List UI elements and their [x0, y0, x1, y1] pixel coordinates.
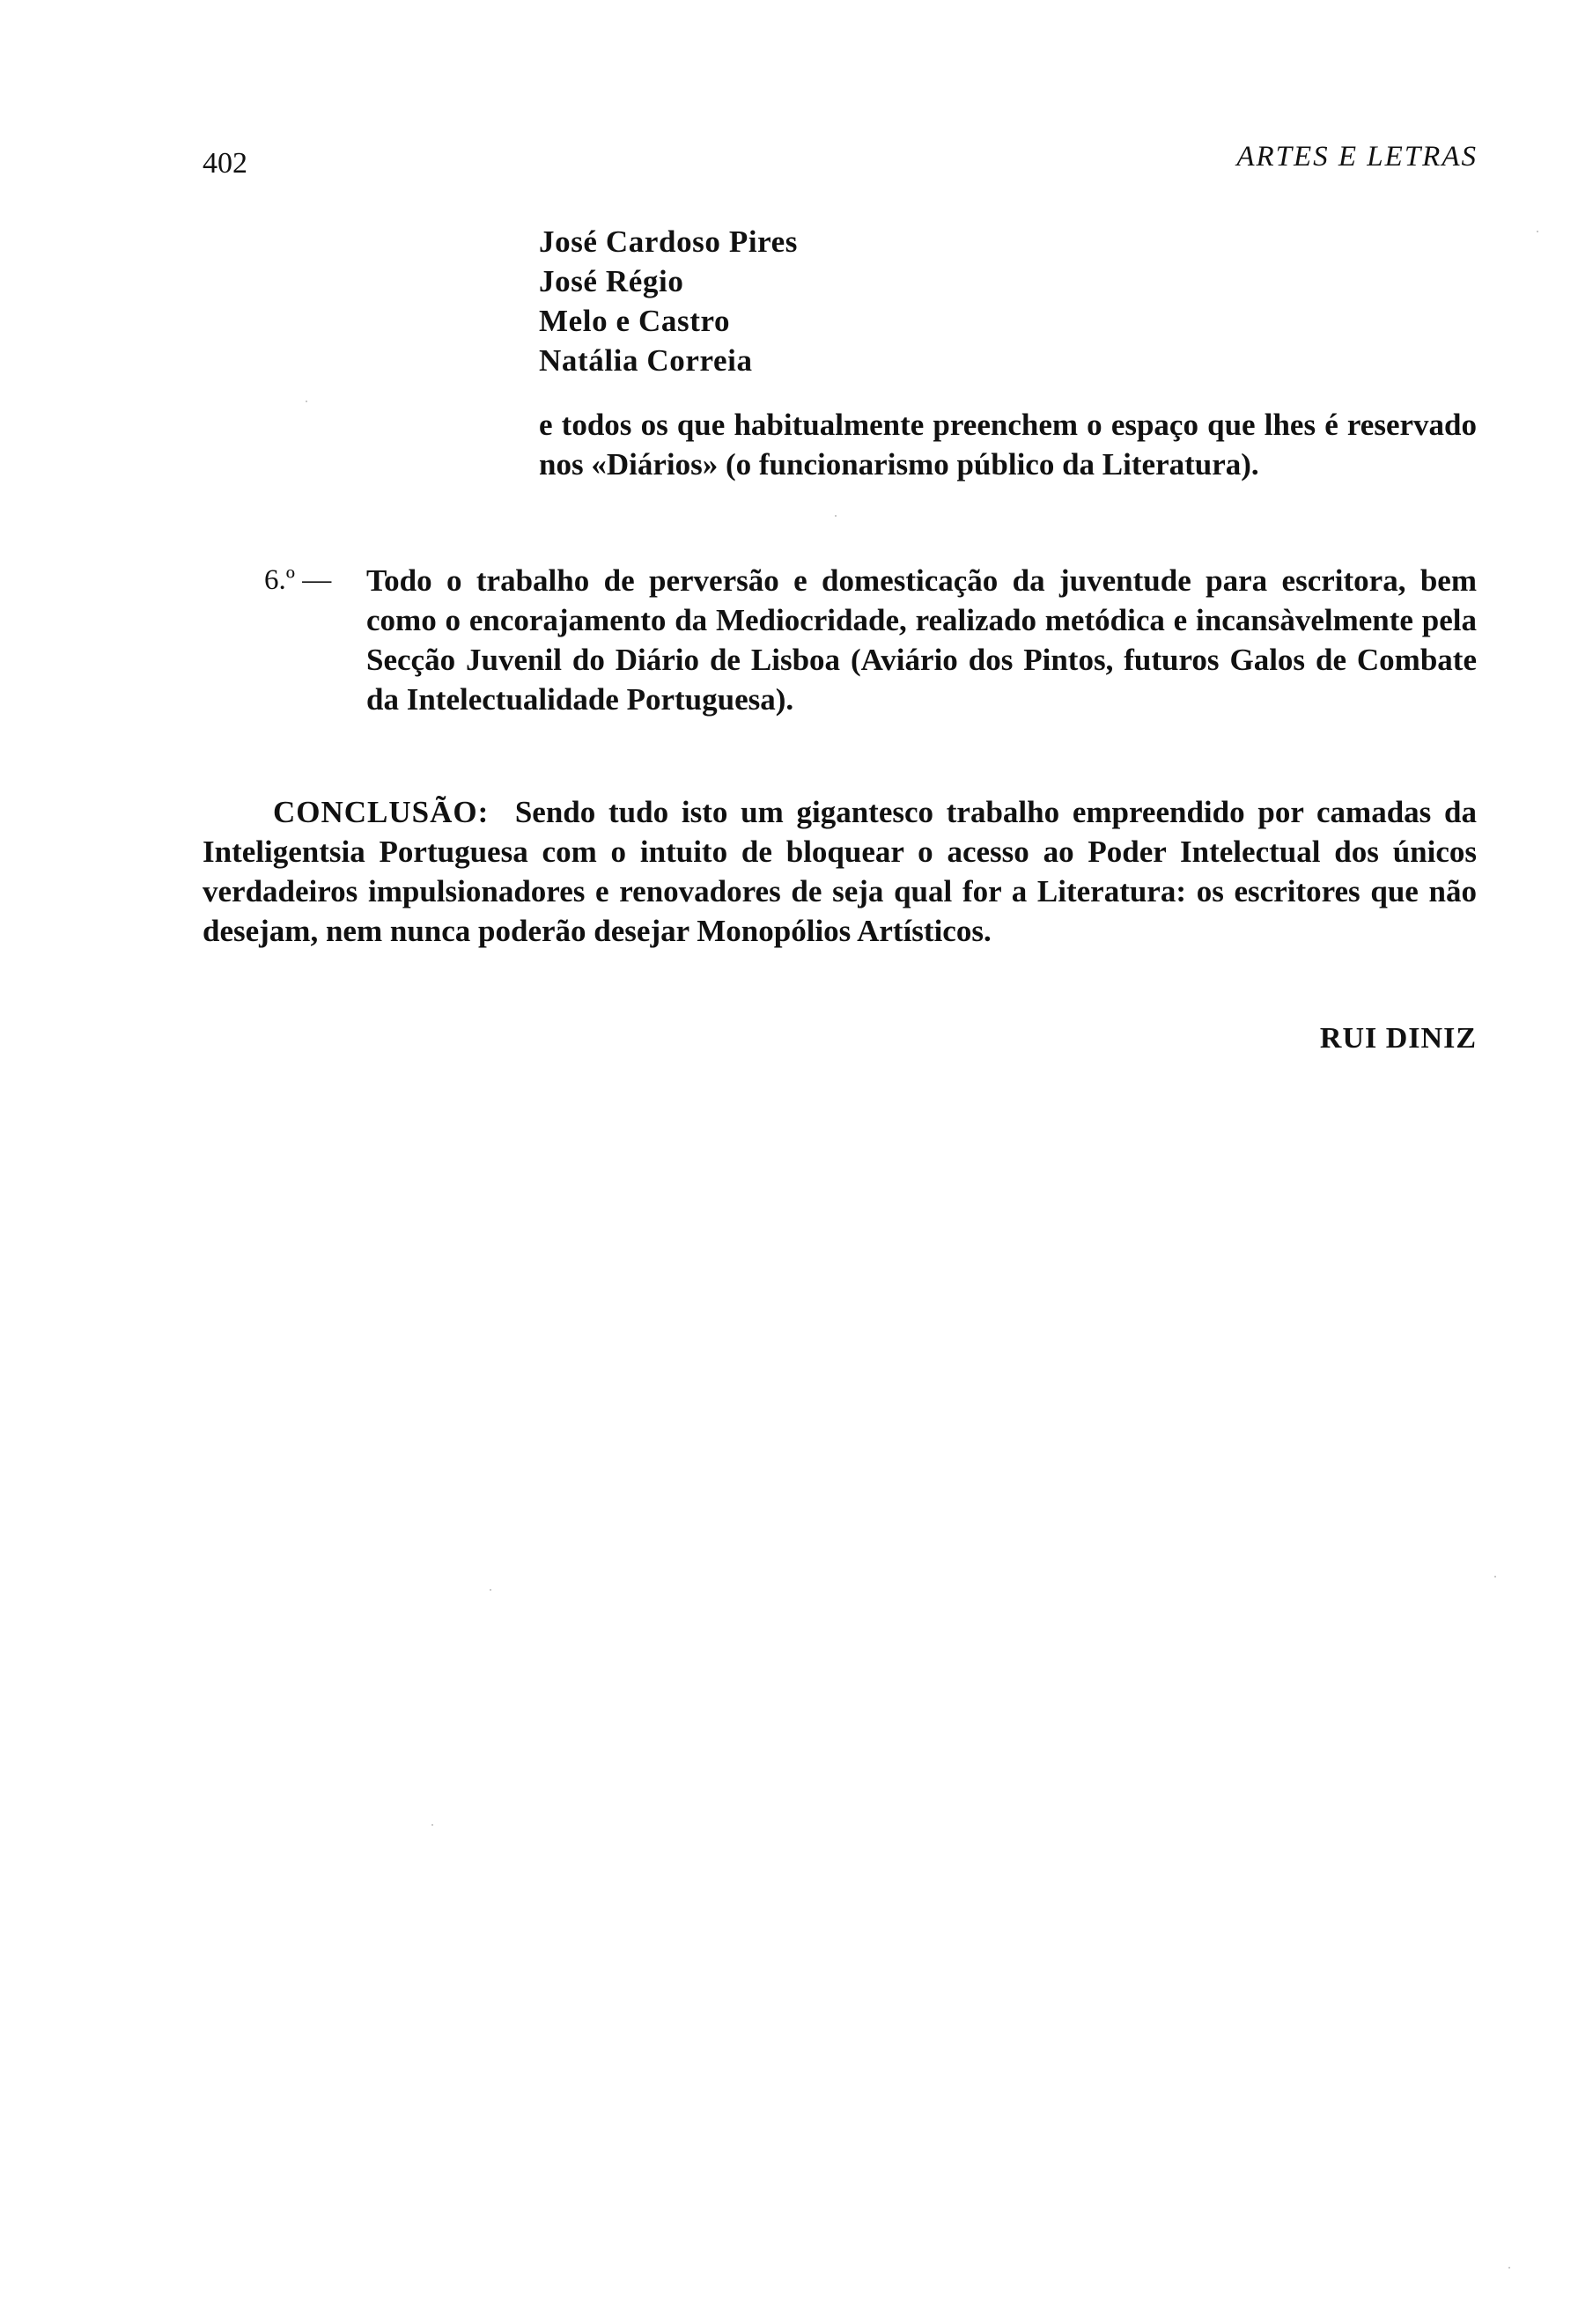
scan-speck — [1494, 1576, 1496, 1578]
item-six — [264, 561, 1477, 719]
scan-speck — [490, 1589, 491, 1591]
scan-speck — [1537, 231, 1538, 232]
list-item: José Régio — [539, 264, 684, 298]
conclusion-label: CONCLUSÃO: — [273, 795, 490, 829]
list-item: Natália Correia — [539, 343, 753, 378]
scan-speck — [835, 515, 837, 517]
page-number: 402 — [203, 147, 247, 180]
names-list — [539, 222, 798, 380]
scan-speck — [1508, 2267, 1510, 2269]
author-signature: RUI DINIZ — [1319, 1022, 1477, 1055]
list-item: José Cardoso Pires — [539, 224, 799, 259]
scan-speck — [306, 401, 307, 402]
item-marker: 6.º — — [264, 564, 332, 596]
running-head: ARTES E LETRAS — [1236, 141, 1478, 173]
item-six-text: Todo o trabalho de perversão e domesticação da juventude para escritora, bem como o encorajamento da Mediocridade, realizado metódica e incansàvelmente pela Secção Juvenil do Diário de Lisboa (Aviário dos Pintos, futuros Galos de Combate da Intelectualidade Portuguesa). — [366, 563, 1477, 717]
list-item: Melo e Castro — [539, 304, 731, 338]
paragraph-todos: e todos os que habitualmente preenchem o espaço que lhes é reservado nos «Diários» (o funcionarismo público da Literatura). — [539, 408, 1477, 482]
conclusion-paragraph — [203, 792, 1477, 951]
scan-speck — [431, 1824, 433, 1826]
conclusion-text: Sendo tudo isto um gigantesco trabalho empreendido por camadas da Inteligentsia Portuguesa com o intuito de bloquear o acesso ao Poder Intelectual dos únicos verdadeiros impulsionadores e renovadores de seja qual for a Literatura: os escritores que não desejam, nem nunca poderão desejar Monopólios Artísticos. — [203, 795, 1477, 948]
